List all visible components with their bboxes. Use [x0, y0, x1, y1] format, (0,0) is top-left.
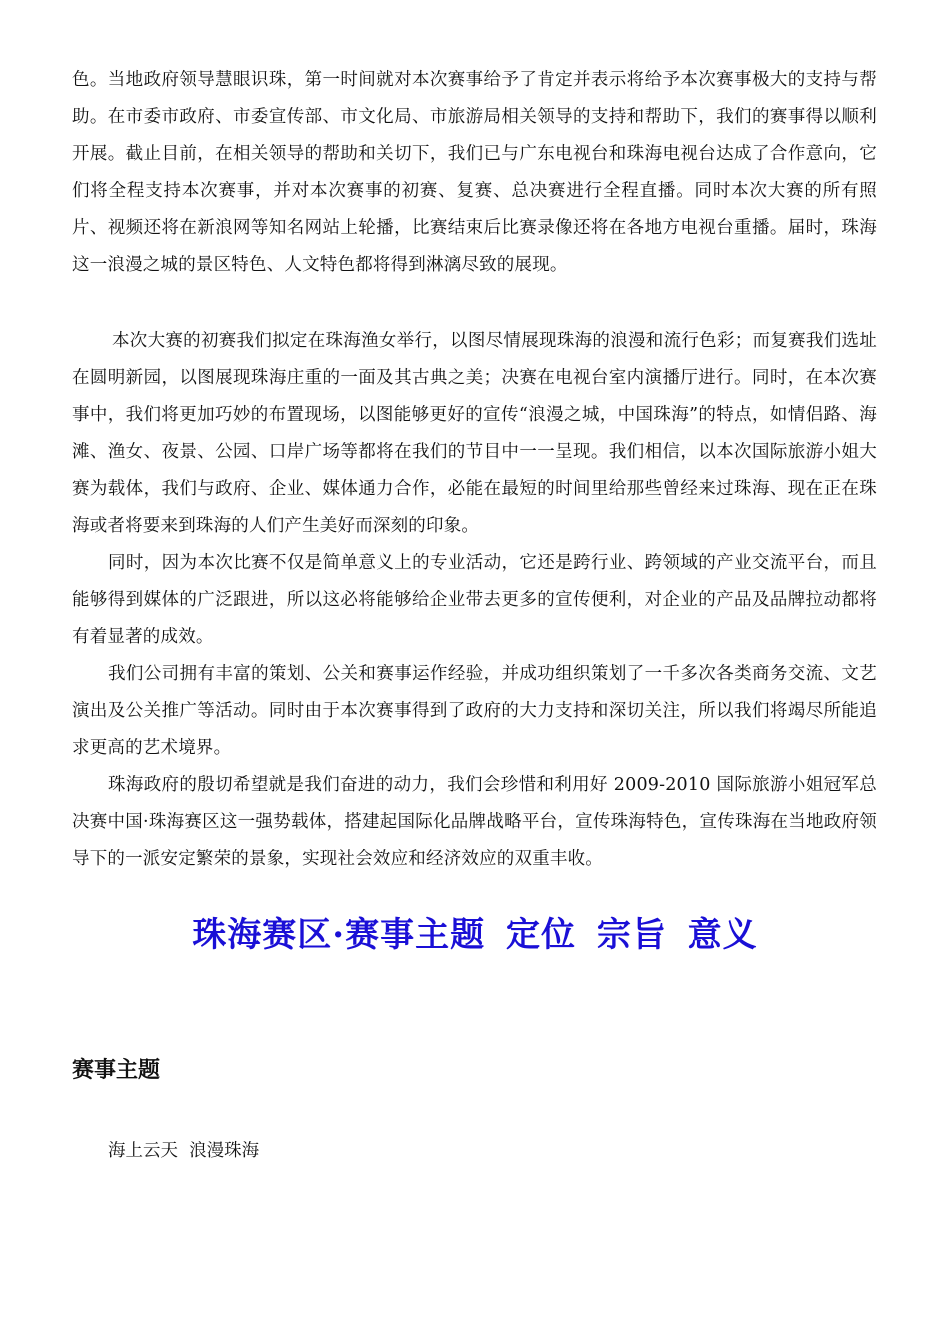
body-paragraph-1: 色。当地政府领导慧眼识珠，第一时间就对本次赛事给予了肯定并表示将给予本次赛事极大的支持与帮助。在市委市政府、市委宣传部、市文化局、市旅游局相关领导的支持和帮助下，我们的赛事得以顺利开展。截止目前，在相关领导的帮助和关切下，我们已与广东电视台和珠海电视台达成了合作意向，它们将全程支持本次赛事，并对本次赛事的初赛、复赛、总决赛进行全程直播。同时本次大赛的所有照片、视频还将在新浪网等知名网站上轮播，比赛结束后比赛录像还将在各地方电视台重播。届时，珠海这一浪漫之城的景区特色、人文特色都将得到淋漓尽致的展现。	[72, 70, 877, 275]
body-paragraph-5: 珠海政府的殷切希望就是我们奋进的动力，我们会珍惜和利用好 2009-2010 国际旅游小姐冠军总决赛中国·珠海赛区这一强势载体，搭建起国际化品牌战略平台，宣传珠海特色，宣传珠海在当地政府领导下的一派安定繁荣的景象，实现社会效应和经济效应的双重丰收。	[72, 775, 877, 869]
sub-heading-theme: 赛事主题	[72, 1058, 161, 1083]
body-paragraph-4: 我们公司拥有丰富的策划、公关和赛事运作经验，并成功组织策划了一千多次各类商务交流、文艺演出及公关推广等活动。同时由于本次赛事得到了政府的大力支持和深切关注，所以我们将竭尽所能追求更高的艺术境界。	[72, 664, 877, 758]
theme-text: 海上云天 浪漫珠海	[108, 1141, 260, 1161]
body-paragraph-3: 同时，因为本次比赛不仅是简单意义上的专业活动，它还是跨行业、跨领域的产业交流平台，而且能够得到媒体的广泛跟进，所以这必将能够给企业带去更多的宣传便利，对企业的产品及品牌拉动都将有着显著的成效。	[72, 553, 877, 647]
section-title: 珠海赛区·赛事主题 定位 宗旨 意义	[192, 915, 758, 955]
body-paragraph-2: 本次大赛的初赛我们拟定在珠海渔女举行，以图尽情展现珠海的浪漫和流行色彩；而复赛我们选址在圆明新园，以图展现珠海庄重的一面及其古典之美；决赛在电视台室内演播厅进行。同时，在本次赛事中，我们将更加巧妙的布置现场，以图能够更好的宣传“浪漫之城，中国珠海”的特点，如情侣路、海滩、渔女、夜景、公园、口岸广场等都将在我们的节目中一一呈现。我们相信，以本次国际旅游小姐大赛为载体，我们与政府、企业、媒体通力合作，必能在最短的时间里给那些曾经来过珠海、现在正在珠海或者将要来到珠海的人们产生美好而深刻的印象。	[72, 331, 877, 536]
